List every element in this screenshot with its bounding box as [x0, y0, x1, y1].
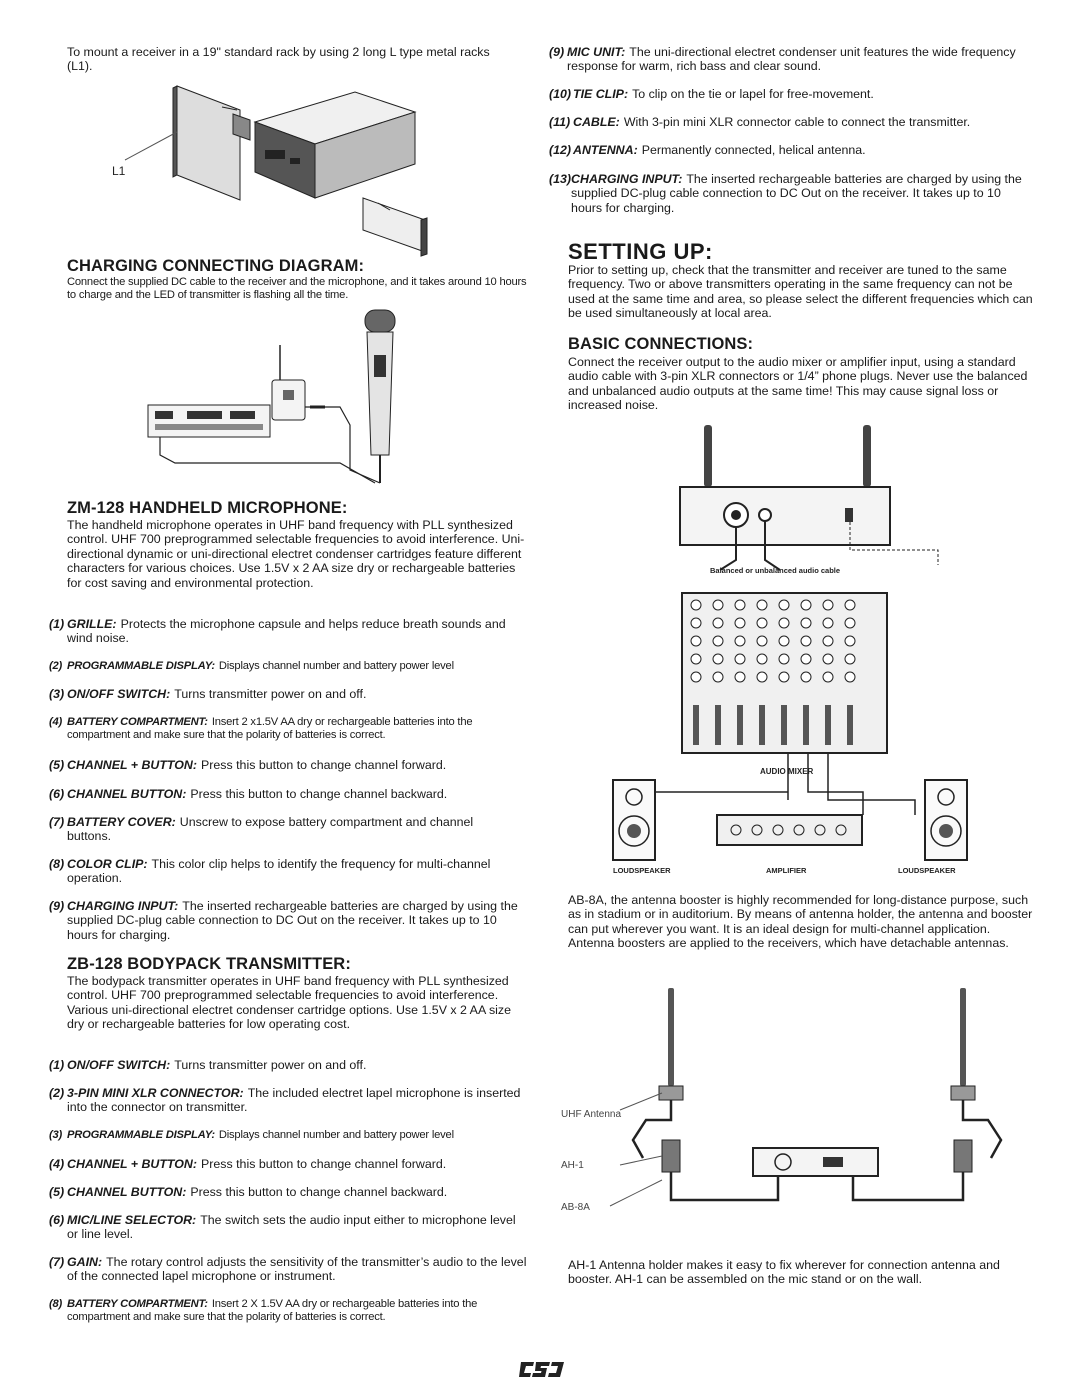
mixer-knob: [779, 672, 789, 682]
item-label: TIE CLIP:: [573, 87, 629, 101]
item-label: CHANNEL BUTTON:: [67, 1185, 187, 1199]
item-text: Insert 2 X 1.5V AA dry or rechargeable batteries into the compartment and make sure that the polarity of batteries is correct.: [67, 1298, 478, 1324]
mixer-fader: [693, 705, 699, 745]
mixer-knob: [757, 600, 767, 610]
item-label: CABLE:: [573, 115, 620, 129]
mixer-knob: [823, 618, 833, 628]
mixer-knob: [713, 654, 723, 664]
setting-up-heading: SETTING UP:: [568, 239, 713, 264]
mixer-fader: [781, 705, 787, 745]
item-text: The inserted rechargeable batteries are charged by using the supplied DC-plug cable connection to DC Out on the receiver. It takes up to 10 hours for charging.: [67, 899, 518, 942]
bodypack-item-6: [49, 1213, 519, 1242]
handheld-item-1: [49, 617, 519, 646]
item-text: Displays channel number and battery power level: [218, 660, 454, 672]
item-label: PROGRAMMABLE DISPLAY:: [67, 1129, 215, 1141]
item-number: (12): [549, 143, 572, 157]
bodypack-text: The bodypack transmitter operates in UHF band frequency with PLL synthesized control. UHF 700 preprogrammed selectable frequencies to avoid interference. Various uni-directional electret condenser cartridge options. Use 1.5V x 2 AA size dry or rechargeable batteries for low operating cost.: [67, 974, 512, 1032]
mixer-knob: [801, 600, 811, 610]
item-text: Protects the microphone capsule and helps reduce breath sounds and wind noise.: [67, 617, 506, 646]
mixer-knob: [845, 618, 855, 628]
audio-cable-label: Balanced or unbalanced audio cable: [710, 566, 841, 575]
mixer-knob: [735, 636, 745, 646]
handheld-heading: ZM-128 HANDHELD MICROPHONE:: [67, 499, 348, 517]
setting-up-text: Prior to setting up, check that the transmitter and receiver are tuned to the same frequency. Two or above transmitters operating in the same frequency can not be used at the same time and area, so please select the different frequencies which can be used simultaneously at local area.: [568, 263, 1033, 321]
ab8a-label: AB-8A: [561, 1202, 590, 1213]
antenna-booster-diagram: [558, 980, 1018, 1220]
bodypack-item-3: [49, 1129, 529, 1142]
mixer-knob: [713, 600, 723, 610]
bodypack-item-7: [49, 1255, 529, 1284]
handheld-text: The handheld microphone operates in UHF band frequency with PLL synthesized control. UHF 700 preprogrammed selectable frequencies to avoid interference. Uni-directional dynamic or uni-directional electret condenser cartridges feature different characters for various choices. Use 1.5V x 2 AA size dry or rechargeable batteries for cost saving and environmental protection.: [67, 518, 525, 590]
mixer-knob: [735, 672, 745, 682]
mixer-knob: [779, 618, 789, 628]
charging-heading: CHARGING CONNECTING DIAGRAM:: [67, 257, 365, 275]
item-number: (6): [49, 787, 65, 801]
item-text: Press this button to change channel backward.: [190, 1185, 448, 1199]
item-number: (9): [49, 899, 65, 913]
audio-mixer-label: AUDIO MIXER: [760, 767, 814, 776]
handheld-item-9: [49, 899, 527, 942]
item-text: The uni-directional electret condenser unit features the wide frequency response for warm, rich bass and clear sound.: [567, 45, 1016, 74]
mixer-fader: [825, 705, 831, 745]
bodypack-item-2: [49, 1086, 524, 1115]
item-text: Press this button to change channel backward.: [190, 787, 448, 801]
item-label: 3-PIN MINI XLR CONNECTOR:: [67, 1086, 244, 1100]
item-label: CHANNEL + BUTTON:: [67, 758, 197, 772]
mic-item-13: [549, 172, 1033, 215]
rack-mount-text: To mount a receiver in a 19" standard rack by using 2 long L type metal racks (L1).: [67, 45, 490, 74]
mixer-knob: [779, 600, 789, 610]
item-number: (2): [49, 660, 63, 672]
item-label: ON/OFF SWITCH:: [67, 1058, 171, 1072]
item-text: Press this button to change channel forward.: [201, 758, 447, 772]
bodypack-heading: ZB-128 BODYPACK TRANSMITTER:: [67, 955, 351, 973]
item-number: (8): [49, 1298, 63, 1310]
mixer-knob: [823, 654, 833, 664]
item-text: To clip on the tie or lapel for free-movement.: [632, 87, 874, 101]
item-number: (8): [49, 857, 65, 871]
item-text: This color clip helps to identify the frequency for multi-channel operation.: [67, 857, 491, 886]
mixer-knob: [823, 600, 833, 610]
mixer-knob: [845, 600, 855, 610]
item-number: (1): [49, 1058, 65, 1072]
mixer-knob: [735, 618, 745, 628]
item-text: The included electret lapel microphone is inserted into the connector on transmitter.: [67, 1086, 521, 1115]
item-label: GAIN:: [67, 1255, 103, 1269]
item-label: GRILLE:: [67, 617, 117, 631]
item-text: The rotary control adjusts the sensitivity of the transmitter’s audio to the level of the connected lapel microphone or instrument.: [67, 1255, 527, 1284]
item-label: CHANNEL + BUTTON:: [67, 1157, 197, 1171]
item-label: BATTERY COVER:: [67, 815, 176, 829]
mic-item-12: [549, 143, 1029, 157]
bodypack-item-5: [49, 1185, 519, 1199]
mixer-knob: [757, 618, 767, 628]
mic-item-10: [549, 87, 1029, 101]
mixer-knob: [801, 654, 811, 664]
amplifier-label: AMPLIFIER: [766, 866, 807, 875]
item-label: BATTERY COMPARTMENT:: [67, 716, 208, 728]
item-label: PROGRAMMABLE DISPLAY:: [67, 660, 215, 672]
item-number: (5): [49, 1185, 65, 1199]
mixer-knob: [779, 636, 789, 646]
uhf-antenna-label: UHF Antenna: [561, 1109, 622, 1120]
mixer-knob: [801, 636, 811, 646]
mic-item-11: [549, 115, 1039, 129]
item-label: MIC UNIT:: [567, 45, 626, 59]
item-text: Permanently connected, helical antenna.: [641, 143, 866, 157]
mixer-fader: [715, 705, 721, 745]
mixer-knob: [757, 636, 767, 646]
mixer-knob: [713, 672, 723, 682]
item-label: ON/OFF SWITCH:: [67, 687, 171, 701]
mixer-knob: [691, 654, 701, 664]
item-label: CHARGING INPUT:: [67, 899, 179, 913]
basic-connections-heading: BASIC CONNECTIONS:: [568, 335, 754, 353]
item-label: MIC/LINE SELECTOR:: [67, 1213, 197, 1227]
mixer-knob: [691, 636, 701, 646]
item-number: (4): [49, 1157, 65, 1171]
charging-illustration: [145, 305, 410, 495]
mixer-fader: [803, 705, 809, 745]
mixer-knob: [735, 654, 745, 664]
item-text: Displays channel number and battery power level: [218, 1129, 454, 1141]
basic-connections-text: Connect the receiver output to the audio mixer or amplifier input, using a standard audio cable with 3-pin XLR connectors or 1/4” phone plugs. Never use the balanced and unbalanced audio outputs at the same time! This may cause signal loss or increased noise.: [568, 355, 1028, 413]
mixer-fader: [737, 705, 743, 745]
item-number: (1): [49, 617, 65, 631]
bodypack-item-1: [49, 1058, 519, 1072]
ah1-text: AH-1 Antenna holder makes it easy to fix wherever for connection antenna and booster. AH-1 can be assembled on the mic stand or on the wall.: [568, 1258, 1000, 1287]
loudspeaker-left-label: LOUDSPEAKER: [613, 866, 671, 875]
mixer-knob: [691, 672, 701, 682]
mixer-knob: [823, 672, 833, 682]
rack-mount-illustration: [105, 80, 435, 260]
handheld-item-2: [49, 660, 529, 673]
mixer-knob: [845, 672, 855, 682]
charging-text: Connect the supplied DC cable to the receiver and the microphone, and it takes around 10 hours to charge and the LED of transmitter is flashing all the time.: [67, 276, 527, 302]
mixer-knob: [691, 600, 701, 610]
mixer-knob: [757, 672, 767, 682]
mixer-knob: [779, 654, 789, 664]
mic-item-9: [549, 45, 1029, 74]
mixer-knob: [845, 654, 855, 664]
item-number: (4): [49, 716, 63, 728]
item-text: Turns transmitter power on and off.: [174, 1058, 367, 1072]
mixer-knob: [801, 672, 811, 682]
handheld-item-7: [49, 815, 519, 844]
item-number: (11): [549, 115, 571, 129]
item-text: The switch sets the audio input either to microphone level or line level.: [67, 1213, 516, 1242]
item-label: CHANNEL BUTTON:: [67, 787, 187, 801]
item-number: (7): [49, 815, 65, 829]
ab8a-text: AB-8A, the antenna booster is highly recommended for long-distance purpose, such as in stadium or in auditorium. By means of antenna holder, the antenna and booster can put wherever you want. It is an ideal design for multi-channel application. Antenna boosters are applied to the receivers, which have detachable antennas.: [568, 893, 1033, 951]
bodypack-item-4: [49, 1157, 519, 1171]
handheld-item-5: [49, 758, 519, 772]
item-number: (2): [49, 1086, 65, 1100]
mixer-knob: [823, 636, 833, 646]
rack-l1-label: L1: [112, 164, 126, 178]
handheld-item-4: [49, 716, 529, 743]
ah1-label: AH-1: [561, 1160, 584, 1171]
item-text: With 3-pin mini XLR connector cable to connect the transmitter.: [623, 115, 971, 129]
item-text: The inserted rechargeable batteries are charged by using the supplied DC-plug cable connection to DC Out on the receiver. It takes up to 10 hours for charging.: [571, 172, 1022, 215]
item-number: (3): [49, 1129, 63, 1141]
mixer-knob: [845, 636, 855, 646]
item-number: (13): [549, 172, 572, 186]
item-number: (9): [549, 45, 565, 59]
handheld-item-3: [49, 687, 519, 701]
item-text: Unscrew to expose battery compartment and channel buttons.: [67, 815, 474, 844]
loudspeaker-right-label: LOUDSPEAKER: [898, 866, 956, 875]
mixer-knob: [801, 618, 811, 628]
item-number: (3): [49, 687, 65, 701]
item-text: Press this button to change channel forward.: [201, 1157, 447, 1171]
mixer-knob: [691, 618, 701, 628]
csi-logo: [518, 1358, 568, 1380]
item-number: (10): [549, 87, 572, 101]
mixer-knob: [735, 600, 745, 610]
item-label: ANTENNA:: [573, 143, 638, 157]
mixer-knob: [757, 654, 767, 664]
item-label: CHARGING INPUT:: [571, 172, 683, 186]
mixer-knob: [713, 618, 723, 628]
handheld-item-8: [49, 857, 519, 886]
item-text: Insert 2 x1.5V AA dry or rechargeable batteries into the compartment and make sure that the polarity of batteries is correct.: [67, 716, 473, 742]
bodypack-item-8: [49, 1298, 531, 1325]
basic-connections-diagram: [600, 420, 980, 880]
item-label: BATTERY COMPARTMENT:: [67, 1298, 208, 1310]
mixer-fader: [847, 705, 853, 745]
mixer-knob: [713, 636, 723, 646]
item-number: (6): [49, 1213, 65, 1227]
item-number: (5): [49, 758, 65, 772]
handheld-item-6: [49, 787, 519, 801]
item-number: (7): [49, 1255, 65, 1269]
item-label: COLOR CLIP:: [67, 857, 148, 871]
item-text: Turns transmitter power on and off.: [174, 687, 367, 701]
mixer-fader: [759, 705, 765, 745]
